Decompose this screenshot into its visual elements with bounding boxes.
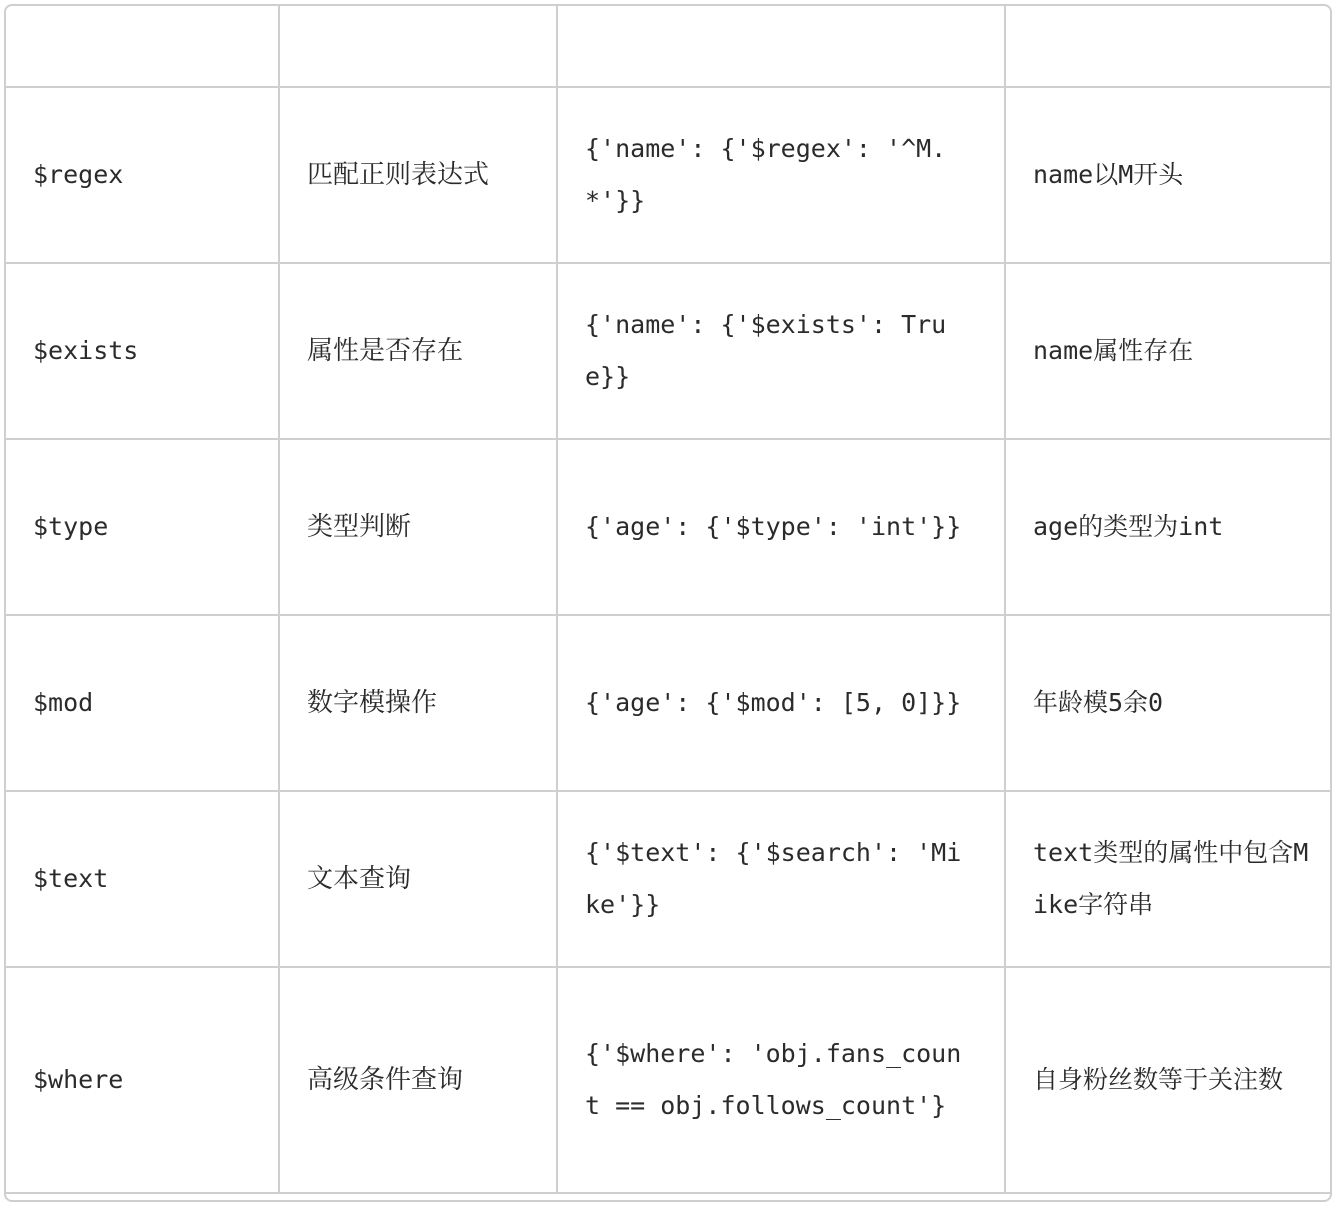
- operator-cell: $regex: [5, 87, 279, 263]
- description-cell: 年龄模5余0: [1005, 615, 1332, 791]
- operator-cell: $where: [5, 967, 279, 1193]
- header-cell-1: [5, 5, 279, 87]
- example-cell: {'name': {'$regex': '^M.*'}}: [557, 87, 1005, 263]
- table-frame: [4, 4, 1332, 1202]
- example-cell: {'name': {'$exists': True}}: [557, 263, 1005, 439]
- header-cell-4: [1005, 5, 1332, 87]
- description-cell: name属性存在: [1005, 263, 1332, 439]
- meaning-cell: 高级条件查询: [279, 967, 557, 1193]
- operator-cell: $exists: [5, 263, 279, 439]
- operator-cell: $mod: [5, 615, 279, 791]
- meaning-cell: 属性是否存在: [279, 263, 557, 439]
- header-cell-2: [279, 5, 557, 87]
- table-row: [5, 439, 1332, 615]
- example-cell: {'$text': {'$search': 'Mike'}}: [557, 791, 1005, 967]
- meaning-cell: 类型判断: [279, 439, 557, 615]
- table-header-row: [5, 5, 1332, 87]
- example-cell: {'$where': 'obj.fans_count == obj.follows_count'}: [557, 967, 1005, 1193]
- meaning-cell: 文本查询: [279, 791, 557, 967]
- table-row: [5, 791, 1332, 967]
- header-cell-3: [557, 5, 1005, 87]
- example-cell: {'age': {'$type': 'int'}}: [557, 439, 1005, 615]
- operator-cell: $text: [5, 791, 279, 967]
- meaning-cell: 数字模操作: [279, 615, 557, 791]
- operator-cell: $type: [5, 439, 279, 615]
- description-cell: 自身粉丝数等于关注数: [1005, 967, 1332, 1193]
- table-row: [5, 967, 1332, 1193]
- description-cell: name以M开头: [1005, 87, 1332, 263]
- operators-table: [4, 4, 1332, 1194]
- example-cell: {'age': {'$mod': [5, 0]}}: [557, 615, 1005, 791]
- table-row: [5, 615, 1332, 791]
- description-cell: text类型的属性中包含Mike字符串: [1005, 791, 1332, 967]
- meaning-cell: 匹配正则表达式: [279, 87, 557, 263]
- table-row: [5, 87, 1332, 263]
- table-row: [5, 263, 1332, 439]
- description-cell: age的类型为int: [1005, 439, 1332, 615]
